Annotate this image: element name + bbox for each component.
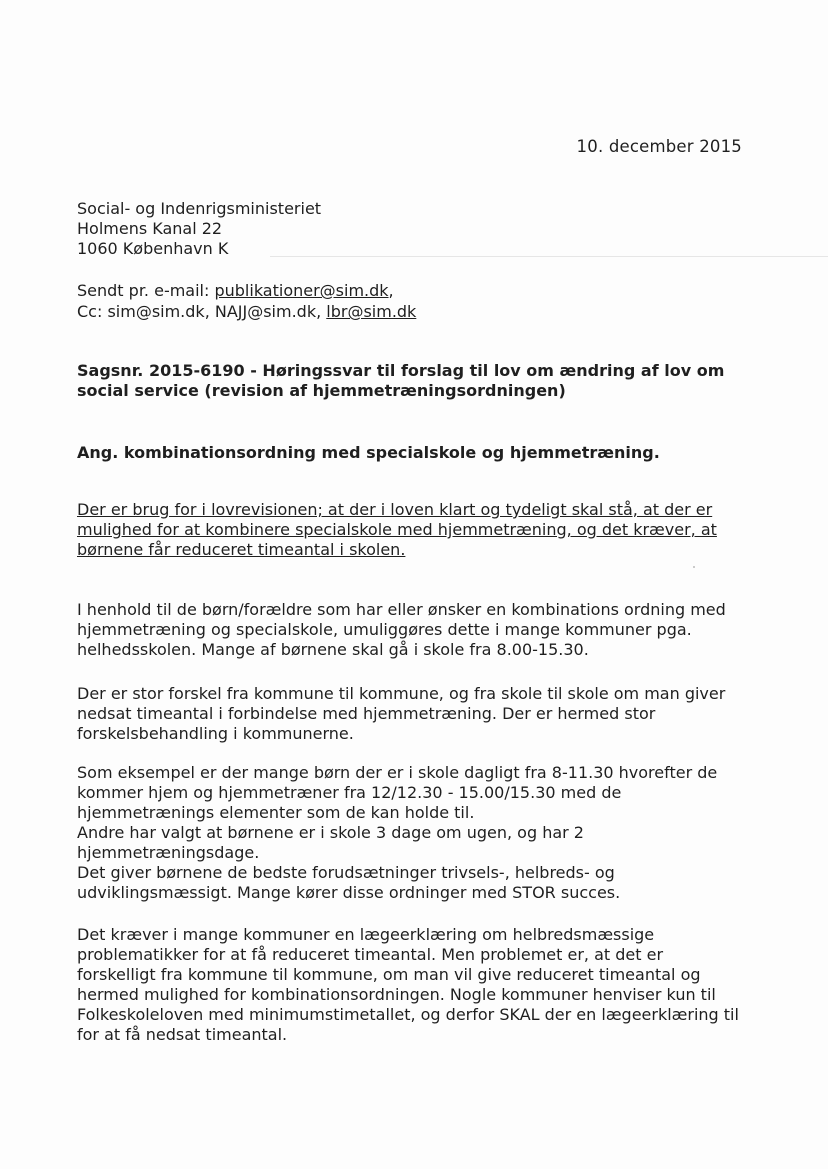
recipient-address <box>77 199 321 259</box>
highlighted-statement: Der er brug for i lovrevisionen; at der i loven klart og tydeligt skal stå, at der er mulighed for at kombinere specialskole med hjemmetræning, og det kræver, at børnene får reduceret timeantal i skolen. <box>77 500 717 559</box>
paragraph-3-line-c: Det giver børnene de bedste forudsætninger trivsels-, helbreds- og udviklingsmæssigt. Mange kører disse ordninger med STOR succes. <box>77 863 621 902</box>
cc-email-link[interactable]: lbr@sim.dk <box>326 302 417 321</box>
recipient-name: Social- og Indenrigsministeriet <box>77 199 322 218</box>
letter-subheading: Ang. kombinationsordning med specialskole og hjemmetræning. <box>77 443 660 462</box>
sent-suffix: , <box>388 281 394 300</box>
recipient-street: Holmens Kanal 22 <box>77 219 223 238</box>
cc-line <box>77 301 416 322</box>
scan-speck <box>693 566 695 568</box>
sent-prefix: Sendt pr. e-mail: <box>77 281 215 300</box>
letter-subject: Sagsnr. 2015-6190 - Høringssvar til forslag til lov om ændring af lov om social service (revision af hjemmetræningsordningen) <box>77 361 725 400</box>
paragraph-3-line-b: Andre har valgt at børnene er i skole 3 dage om ugen, og har 2 hjemmetræningsdage. <box>77 823 584 862</box>
cc-prefix: Cc: sim@sim.dk, NAJJ@sim.dk, <box>77 302 327 321</box>
paragraph-3 <box>77 763 742 903</box>
paragraph-1: I henhold til de børn/forældre som har eller ønsker en kombinations ordning med hjemmetræning og specialskole, umuliggøres dette i mange kommuner pga. helhedsskolen. Mange af børnene skal gå i skole fra 8.00-15.30. <box>77 600 726 659</box>
paragraph-2: Der er stor forskel fra kommune til kommune, og fra skole til skole om man giver nedsat timeantal i forbindelse med hjemmetræning. Der er hermed stor forskelsbehandling i kommunerne. <box>77 684 726 743</box>
paragraph-4: Det kræver i mange kommuner en lægeerklæring om helbredsmæssige problematikker for at få reduceret timeantal. Men problemet er, at det er forskelligt fra kommune til kommune, om man vil give reduceret timeantal og hermed mulighed for kombinationsordningen. Nogle kommuner henviser kun til Folkeskoleloven med minimumstimetallet, og derfor SKAL der en lægeerklæring til for at få nedsat timeantal. <box>77 925 739 1044</box>
scan-divider <box>270 256 828 257</box>
paragraph-3-line-a: Som eksempel er der mange børn der er i skole dagligt fra 8-11.30 hvorefter de kommer hjem og hjemmetræner fra 12/12.30 - 15.00/15.30 med de hjemmetrænings elementer som de kan holde til. <box>77 763 718 822</box>
mail-block <box>77 280 416 322</box>
sent-line <box>77 280 416 301</box>
letter-date: 10. december 2015 <box>576 137 742 156</box>
recipient-city: 1060 København K <box>77 239 229 258</box>
sent-email-link[interactable]: publikationer@sim.dk <box>214 281 389 300</box>
